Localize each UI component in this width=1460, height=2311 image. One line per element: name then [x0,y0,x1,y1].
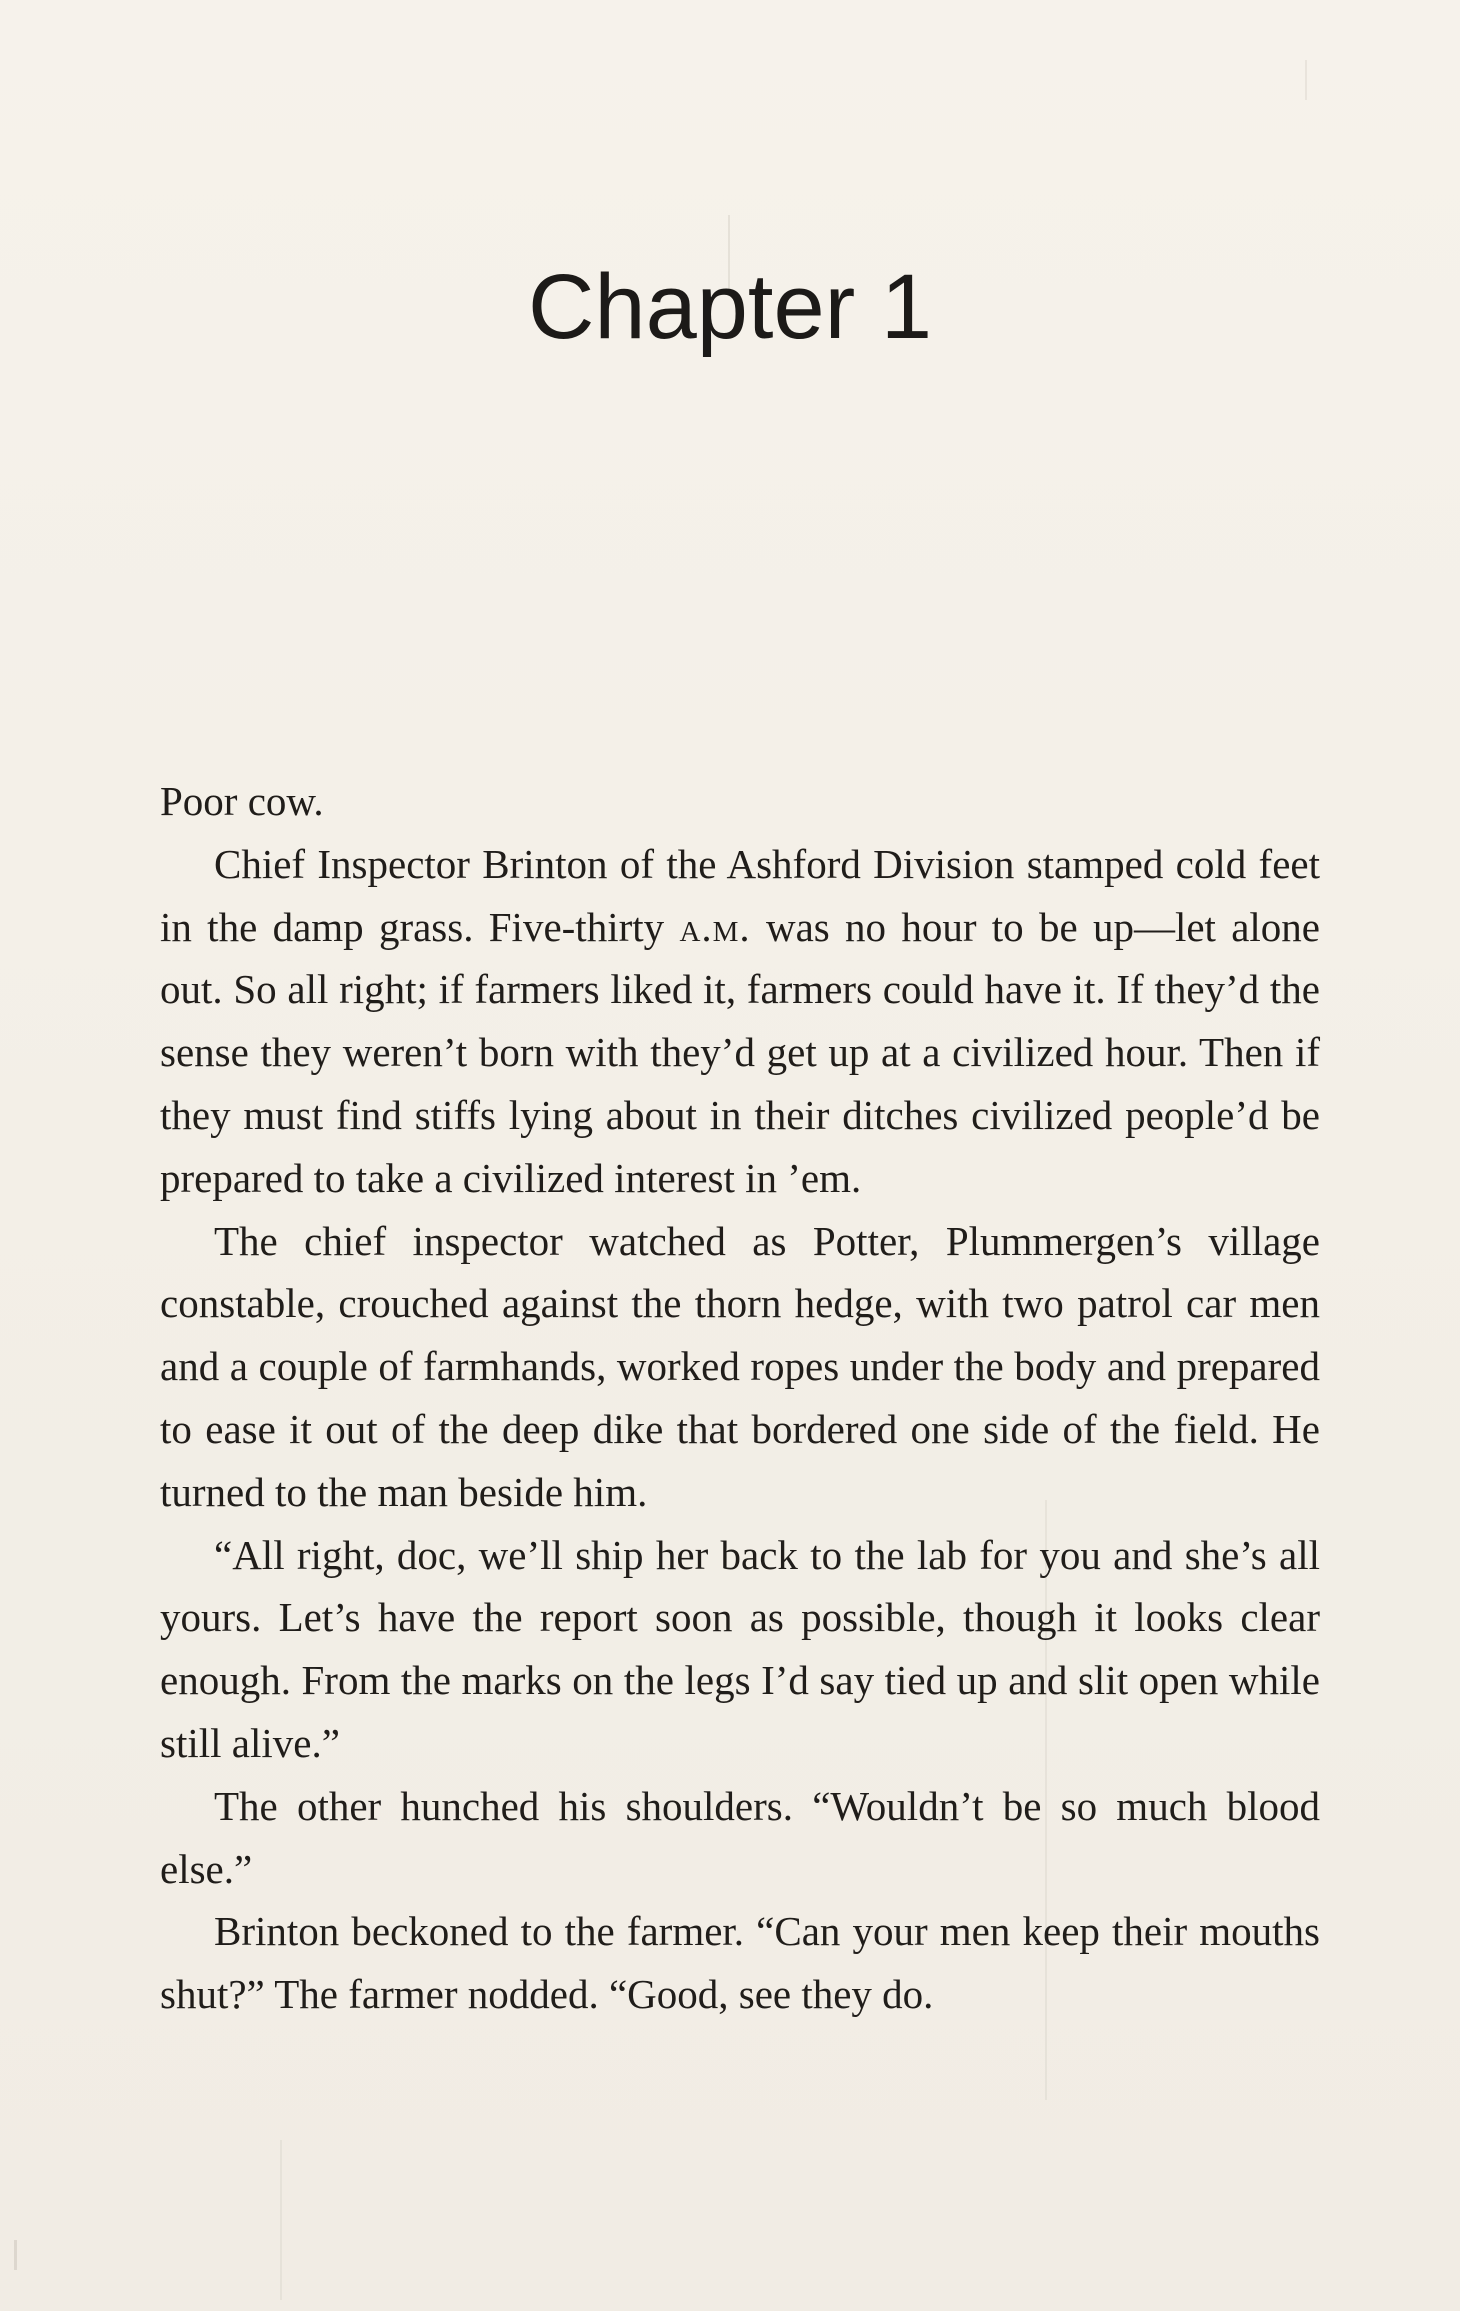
scan-mark [280,2140,282,2300]
paragraph-2-text-a: Chief Inspector Brinton of the Ashford Division stamped cold feet in the damp grass. Five-thirty [160,840,1320,950]
paragraph-5: The other hunched his shoulders. “Wouldn’t be so much blood else.” [160,1782,1320,1892]
paragraph-4: “All right, doc, we’ll ship her back to the lab for you and she’s all yours. Let’s have the report soon as possible, though it looks clear enough. From the marks on the legs I’d say tied up and slit open while still alive.” [160,1531,1320,1766]
paragraph-2-time: a.m. [679,903,751,950]
paragraph-2 [160,833,1320,1210]
paragraph-1: Poor cow. [160,778,324,824]
paragraph-3: The chief inspector watched as Potter, Plummergen’s village constable, crouched against the thorn hedge, with two patrol car men and a couple of farmhands, worked ropes under the body and prepared to ease it out of the deep dike that bordered one side of the field. He turned to the man beside him. [160,1217,1320,1515]
chapter-body [160,770,1320,2026]
paragraph-2-text-b: was no hour to be up—let alone out. So all right; if farmers liked it, farmers could have it. If they’d the sense they weren’t born with they’d get up at a civilized hour. Then if they must find stiffs lying about in their ditches civilized people’d be prepared to take a civilized interest in ’em. [160,903,1321,1201]
paragraph-6: Brinton beckoned to the farmer. “Can your men keep their mouths shut?” The farmer nodded. “Good, see they do. [160,1908,1320,2018]
chapter-title: Chapter 1 [527,256,933,358]
scan-mark [14,2240,17,2270]
scan-mark [1305,60,1307,100]
